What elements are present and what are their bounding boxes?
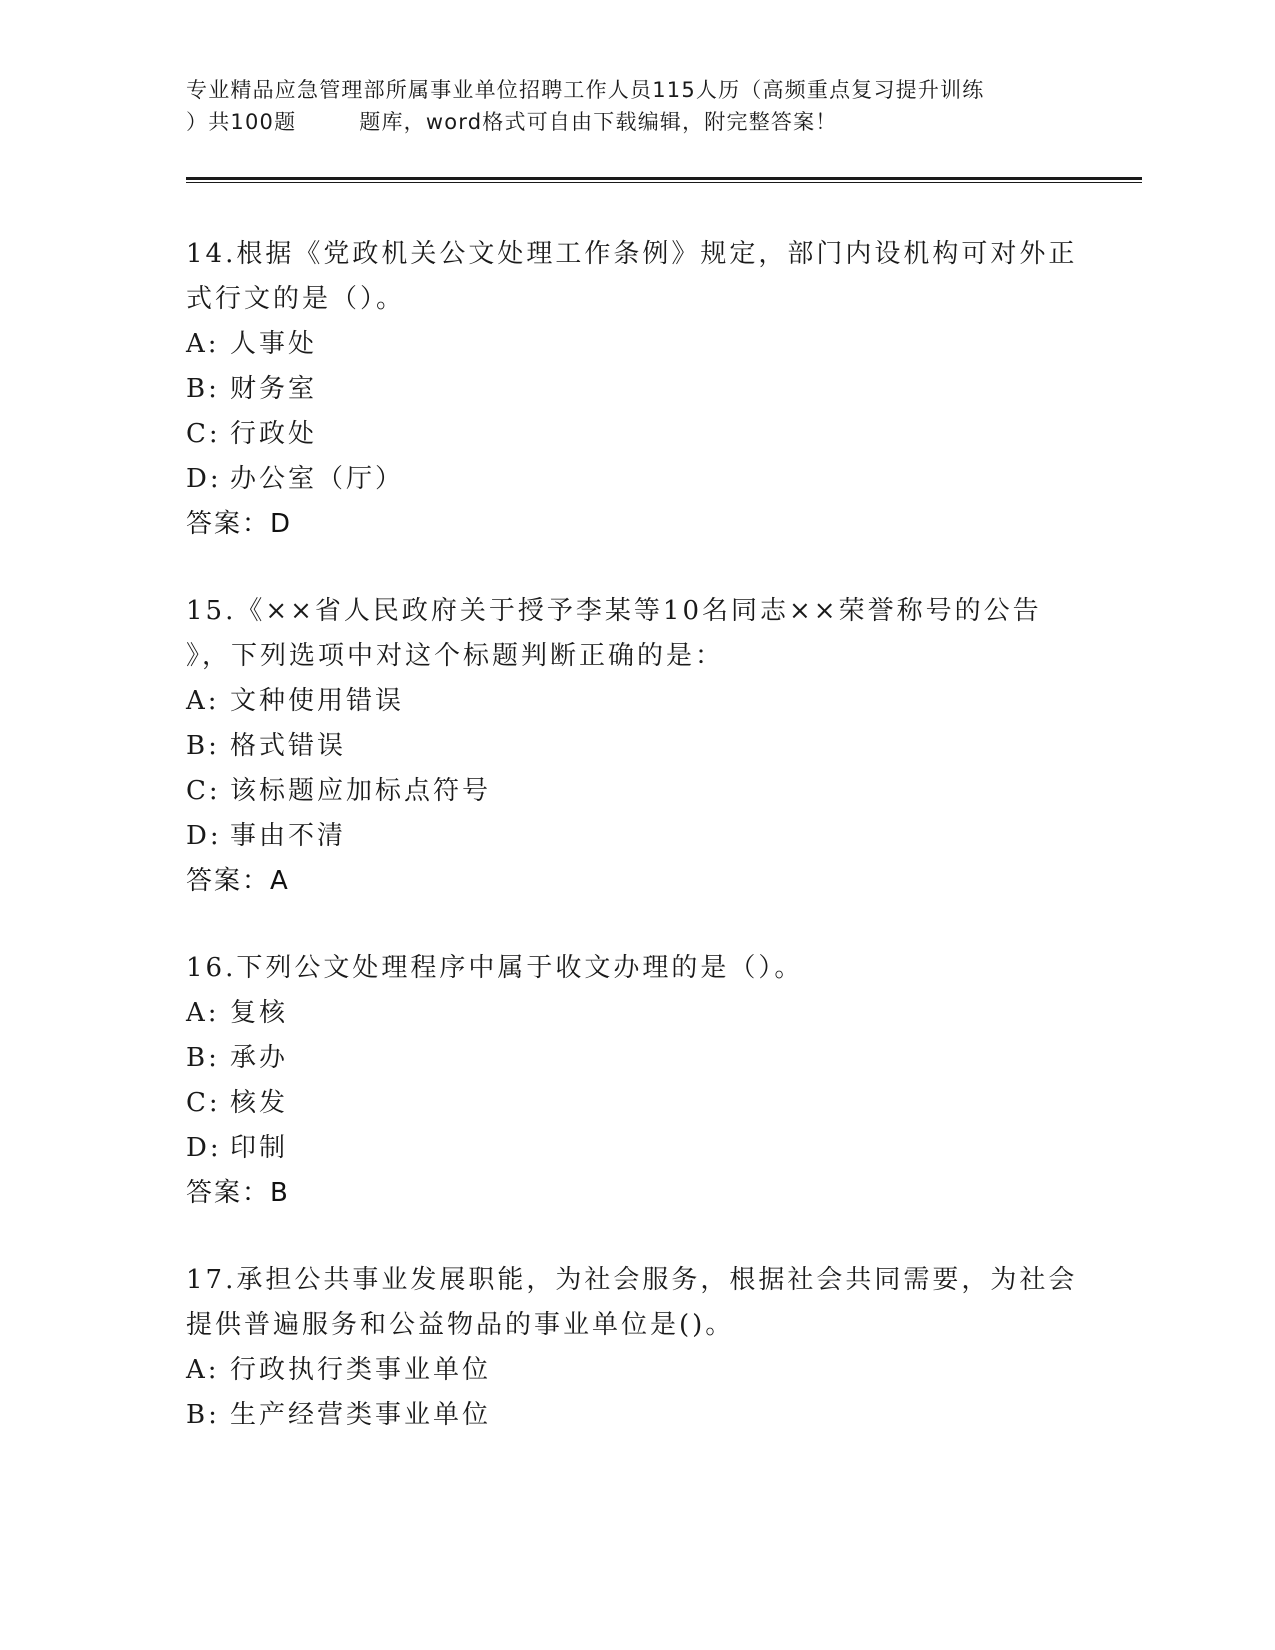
option-letter: C: [186,1088,221,1118]
question-17 [186,1258,1078,1438]
option-text: 事由不清 [230,821,347,851]
question-stem-line: 14.根据《党政机关公文处理工作条例》规定，部门内设机构可对外正 [186,239,1078,269]
option-letter: A: [186,998,220,1028]
answer-line: 答案：D [186,509,293,539]
option-text: 该标题应加标点符号 [230,776,492,806]
question-stem-line: 15.《××省人民政府关于授予李某等10名同志××荣誉称号的公告 [186,596,1042,626]
option-letter: A: [186,329,220,359]
option-text: 行政处 [230,419,318,449]
option-text: 生产经营类事业单位 [230,1400,492,1430]
question-14 [186,232,1078,547]
option-b [186,367,1066,412]
option-d [186,1126,1066,1171]
option-b [186,724,1066,769]
option-letter: B: [186,1043,220,1073]
option-a [186,322,1066,367]
option-d [186,457,1066,502]
question-stem-line: 式行文的是（）。 [186,284,406,314]
option-text: 格式错误 [230,731,347,761]
header-line-2: ）共100题 题库，word格式可自由下载编辑，附完整答案！ [186,110,838,134]
option-text: 核发 [230,1088,289,1118]
question-list [186,232,1078,1480]
question-stem-line: 16.下列公文处理程序中属于收文办理的是（）。 [186,953,804,983]
question-stem-line: 17.承担公共事业发展职能，为社会服务，根据社会共同需要，为社会 [186,1265,1078,1295]
option-text: 承办 [230,1043,289,1073]
option-text: 财务室 [230,374,318,404]
option-letter: C: [186,776,221,806]
option-c [186,769,1066,814]
option-letter: B: [186,1400,220,1430]
option-text: 文种使用错误 [230,686,405,716]
document-header [186,74,1086,138]
option-letter: A: [186,686,220,716]
option-letter: B: [186,374,220,404]
option-letter: D: [186,464,222,494]
option-text: 复核 [230,998,289,1028]
question-stem-line: 提供普遍服务和公益物品的事业单位是()。 [186,1310,735,1340]
header-rule-thin [186,182,1142,183]
option-a [186,679,1066,724]
option-text: 行政执行类事业单位 [230,1355,492,1385]
answer-line: 答案：A [186,866,290,896]
option-letter: C: [186,419,221,449]
option-b [186,1036,1066,1081]
option-text: 印制 [230,1133,289,1163]
option-a [186,1348,1066,1393]
option-c [186,1081,1066,1126]
question-stem-line: 》，下列选项中对这个标题判断正确的是： [186,641,725,671]
option-b [186,1393,1066,1438]
option-letter: B: [186,731,220,761]
question-16 [186,946,1066,1216]
option-d [186,814,1066,859]
option-a [186,991,1066,1036]
question-15 [186,589,1066,904]
option-c [186,412,1066,457]
option-letter: D: [186,821,222,851]
answer-line: 答案：B [186,1178,290,1208]
option-letter: A: [186,1355,220,1385]
option-text: 人事处 [230,329,318,359]
header-rule-thick [186,177,1142,180]
option-text: 办公室（厅） [230,464,405,494]
header-line-1: 专业精品应急管理部所属事业单位招聘工作人员115人历（高频重点复习提升训练 [186,78,985,102]
option-letter: D: [186,1133,222,1163]
